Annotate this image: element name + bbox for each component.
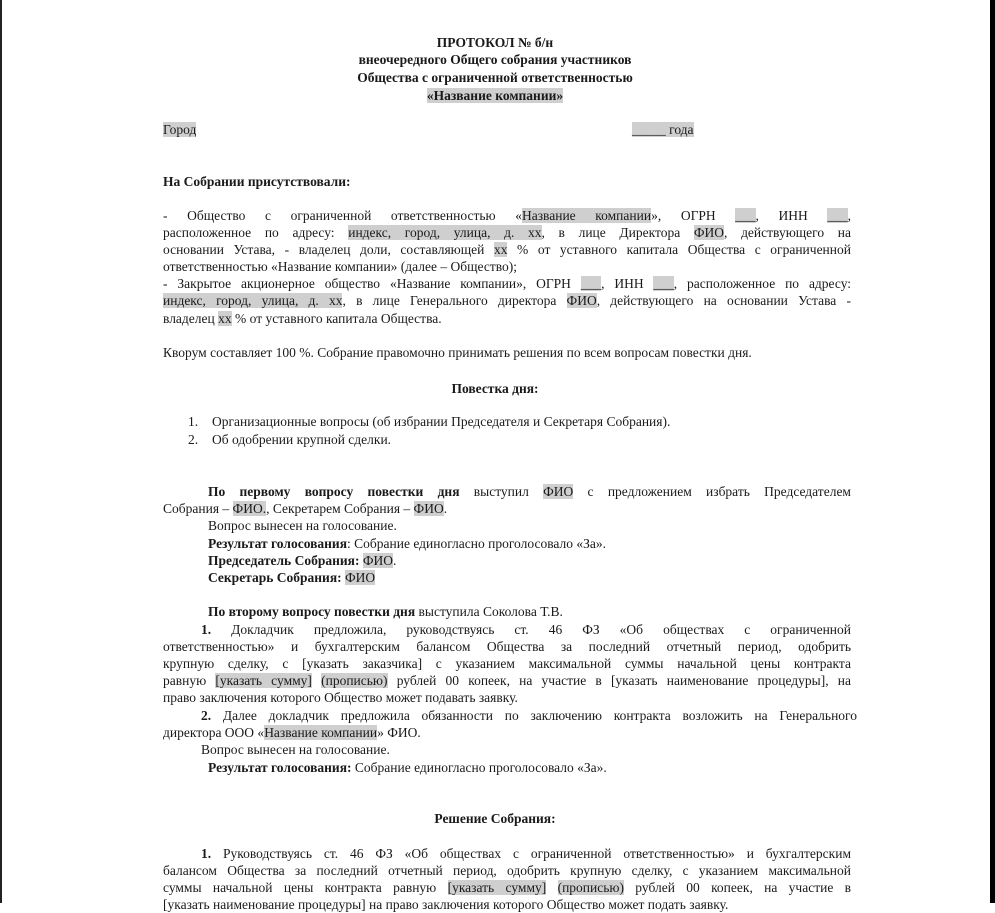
agenda-heading: Повестка дня: xyxy=(451,381,539,396)
title-company xyxy=(0,87,990,104)
inn-placeholder: ___ xyxy=(653,276,674,291)
q2-p1-line3: крупную сделку, с [указать заказчика] с указанием максимальной суммы начальной цены контракта xyxy=(163,656,851,671)
page-right-edge xyxy=(990,0,995,903)
agenda-item-1-text: Организационные вопросы (об избрании Председателя и Секретаря Собрания). xyxy=(212,414,671,429)
company-name-placeholder: «Название компании» xyxy=(426,88,564,103)
title-line-2: внеочередного Общего собрания участников xyxy=(358,52,632,67)
present-heading: На Собрании присутствовали: xyxy=(163,174,351,189)
agenda-item-2: 2. xyxy=(188,432,199,447)
words-placeholder: (прописью) xyxy=(321,673,388,688)
participant2-line1: - Закрытое акционерное общество «Название компании», ОГРН ___, ИНН ___, расположенное по адресу: xyxy=(163,276,852,291)
q2-p2-line1: 2. Далее докладчик предложила обязанности по заключению контракта возложить на Генерального xyxy=(201,708,857,723)
fio-placeholder: ФИО xyxy=(693,225,725,240)
q1-result: Результат голосования: Собрание единогласно проголосовало «За». xyxy=(208,536,606,551)
q2-p1-line4: равную [указать сумму] (прописью) рублей 00 копеек, на участие в [указать наименование процедуры], на xyxy=(163,673,851,688)
q2-p1-line5: право заключения которого Общество может подавать заявку. xyxy=(163,690,518,705)
q2-result: Результат голосования: Собрание единогласно проголосовало «За». xyxy=(208,760,607,775)
q2-p1-line2: ответственностью» и бухгалтерским балансом Общества за последний отчетный период, одобрить xyxy=(163,639,851,654)
q1-secretary: Секретарь Собрания: ФИО xyxy=(208,570,376,585)
address-placeholder: индекс, город, улица, д. хх xyxy=(163,293,343,308)
year-label: года xyxy=(669,122,694,137)
decision-line3: суммы начальной цены контракта равную [указать сумму] (прописью) рублей 00 копеек, на участие в xyxy=(163,880,852,895)
q2-line1: По второму вопросу повестки дня выступила Соколова Т.В. xyxy=(208,604,563,619)
q2-p2-line2: директора ООО «Название компании» ФИО. xyxy=(163,725,421,740)
fio-placeholder: ФИО xyxy=(566,293,597,308)
ogrn-placeholder: ___ xyxy=(735,208,756,223)
title-line-3: Общества с ограниченной ответственностью xyxy=(357,70,633,85)
sum-placeholder: [указать сумму] xyxy=(215,673,312,688)
document-title: ПРОТОКОЛ № б/н xyxy=(436,35,554,50)
share-placeholder: хх xyxy=(493,242,508,257)
participant1-line4: ответственностью «Название компании» (далее – Общество); xyxy=(163,259,518,274)
agenda-item-1: 1. xyxy=(188,414,199,429)
participant2-line2: индекс, город, улица, д. хх, в лице Генерального директора ФИО, действующего на основании Устава - xyxy=(163,293,851,308)
q1-vote-put: Вопрос вынесен на голосование. xyxy=(208,518,397,533)
decision-line4: [указать наименование процедуры] на право заключения которого Общество может подать заявку. xyxy=(163,897,729,912)
q2-p1-line1: 1. Докладчик предложила, руководствуясь ст. 46 ФЗ «Об обществах с ограниченной xyxy=(201,622,851,637)
decision-heading: Решение Собрания: xyxy=(434,811,556,826)
inn-placeholder: ___ xyxy=(827,208,848,223)
q1-chair: Председатель Собрания: ФИО. xyxy=(208,553,397,568)
address-placeholder: индекс, город, улица, д. хх xyxy=(348,225,542,240)
q2-vote-put: Вопрос вынесен на голосование. xyxy=(201,742,390,757)
sum-placeholder: [указать сумму] xyxy=(447,880,547,895)
quorum-text: Кворум составляет 100 %. Собрание правомочно принимать решения по всем вопросам повестки дня. xyxy=(163,345,752,360)
q1-line2: Собрания – ФИО., Секретарем Собрания – ФИО. xyxy=(163,501,448,516)
decision-line2: балансом Общества за последний отчетный период, одобрить крупную сделку, с указанием максимальной xyxy=(163,863,851,878)
fio-placeholder: ФИО xyxy=(413,501,444,516)
fio-placeholder: ФИО xyxy=(362,553,393,568)
company-name-placeholder: Название компании xyxy=(521,208,652,223)
participant1-line1: - Общество с ограниченной ответственностью «Название компании», ОГРН ___, ИНН ___, xyxy=(163,208,852,223)
date-field xyxy=(632,121,694,138)
participant1-line3: основании Устава, - владелец доли, составляющей хх % от уставного капитала Общества с ограниченной xyxy=(163,242,851,257)
agenda-item-2-text: Об одобрении крупной сделки. xyxy=(212,432,392,447)
decision-line1: 1. Руководствуясь ст. 46 ФЗ «Об обществах с ограниченной ответственностью» и бухгалтерским xyxy=(201,846,851,861)
fio-placeholder: ФИО xyxy=(345,570,376,585)
share-placeholder: хх xyxy=(218,311,232,326)
q1-line1: По первому вопросу повестки дня выступил ФИО с предложением избрать Председателем xyxy=(208,484,851,499)
date-blank: _____ xyxy=(632,122,666,137)
fio-placeholder: ФИО xyxy=(543,484,574,499)
participant2-line3: владелец хх % от уставного капитала Общества. xyxy=(163,311,442,326)
words-placeholder: (прописью) xyxy=(557,880,624,895)
participant1-line2: расположенное по адресу: индекс, город, улица, д. хх, в лице Директора ФИО, действующего на xyxy=(163,225,852,240)
city-field xyxy=(163,121,196,138)
company-name-placeholder: Название компании xyxy=(264,725,378,740)
fio-placeholder: ФИО. xyxy=(232,501,267,516)
ogrn-placeholder: ___ xyxy=(580,276,602,291)
city-label: Город xyxy=(163,122,197,137)
